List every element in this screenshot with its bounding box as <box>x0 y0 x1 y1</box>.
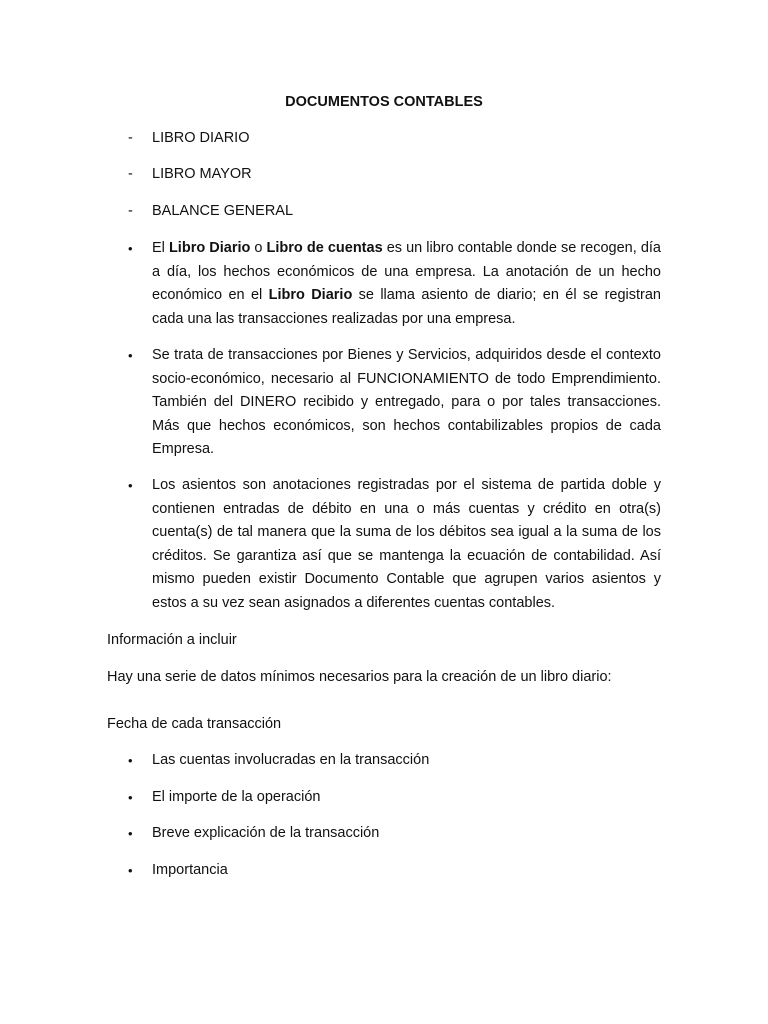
bold-term: Libro de cuentas <box>266 240 383 256</box>
bullet-marker: • <box>128 478 133 493</box>
info-bullet-label: Las cuentas involucradas en la transacción <box>152 752 430 768</box>
bold-term: Libro Diario <box>168 240 251 256</box>
bold-term: Libro Diario <box>268 287 353 303</box>
bullet-paragraph-transacciones <box>128 344 662 462</box>
paragraph-run: es un libro contable donde se recogen, día a día, los hechos económicos de una empresa. La anotación de un hecho económico en el <box>152 240 661 303</box>
paragraph-text: Los asientos son anotaciones registradas por el sistema de partida doble y contienen entradas de débito en una o más cuentas y crédito en otra(s) cuenta(s) de tal manera que la suma de los débitos sea igual a la suma de los créditos. Se garantiza así que se mantenga la ecuación de contabilidad. Así mismo pueden existir Documento Contable que agrupen varios asientos y estos a su vez sean asignados a diferentes cuentas contables. <box>152 477 661 611</box>
bullet-marker: • <box>128 826 133 841</box>
paragraph-run: El <box>152 240 169 256</box>
info-bullet-label: El importe de la operación <box>152 789 321 805</box>
paragraph-run: se llama asiento de diario; en él se registran cada una las transacciones realizadas por una empresa. <box>152 287 661 327</box>
bullet-marker: • <box>128 753 133 768</box>
dash-marker: - <box>128 130 133 146</box>
paragraph-text <box>152 237 661 331</box>
bullet-paragraph-asientos <box>128 474 662 615</box>
bullet-marker: • <box>128 241 133 256</box>
bullet-marker: • <box>128 348 133 363</box>
bullet-marker: • <box>128 790 133 805</box>
dash-item-label: LIBRO DIARIO <box>152 130 250 146</box>
info-bullet-label: Importancia <box>152 862 228 878</box>
paragraph-text: Se trata de transacciones por Bienes y Servicios, adquiridos desde el contexto socio-económico, necesario al FUNCIONAMIENTO de todo Emprendimiento. También del DINERO recibido y entregado, para o por tales transacciones. Más que hechos económicos, son hechos contabilizables propios de cada Empresa. <box>152 347 661 457</box>
dash-item-label: BALANCE GENERAL <box>152 203 294 219</box>
info-heading: Información a incluir <box>107 632 237 648</box>
info-bullet-label: Breve explicación de la transacción <box>152 825 380 841</box>
paragraph-run: o <box>250 240 267 256</box>
dash-marker: - <box>128 166 133 182</box>
info-intro: Hay una serie de datos mínimos necesarios para la creación de un libro diario: <box>107 669 612 685</box>
bullet-marker: • <box>128 863 133 878</box>
bullet-paragraph-libro-diario <box>128 237 662 331</box>
dash-marker: - <box>128 203 133 219</box>
date-line: Fecha de cada transacción <box>107 716 282 732</box>
dash-item-label: LIBRO MAYOR <box>152 166 252 182</box>
document-title: DOCUMENTOS CONTABLES <box>285 94 483 110</box>
